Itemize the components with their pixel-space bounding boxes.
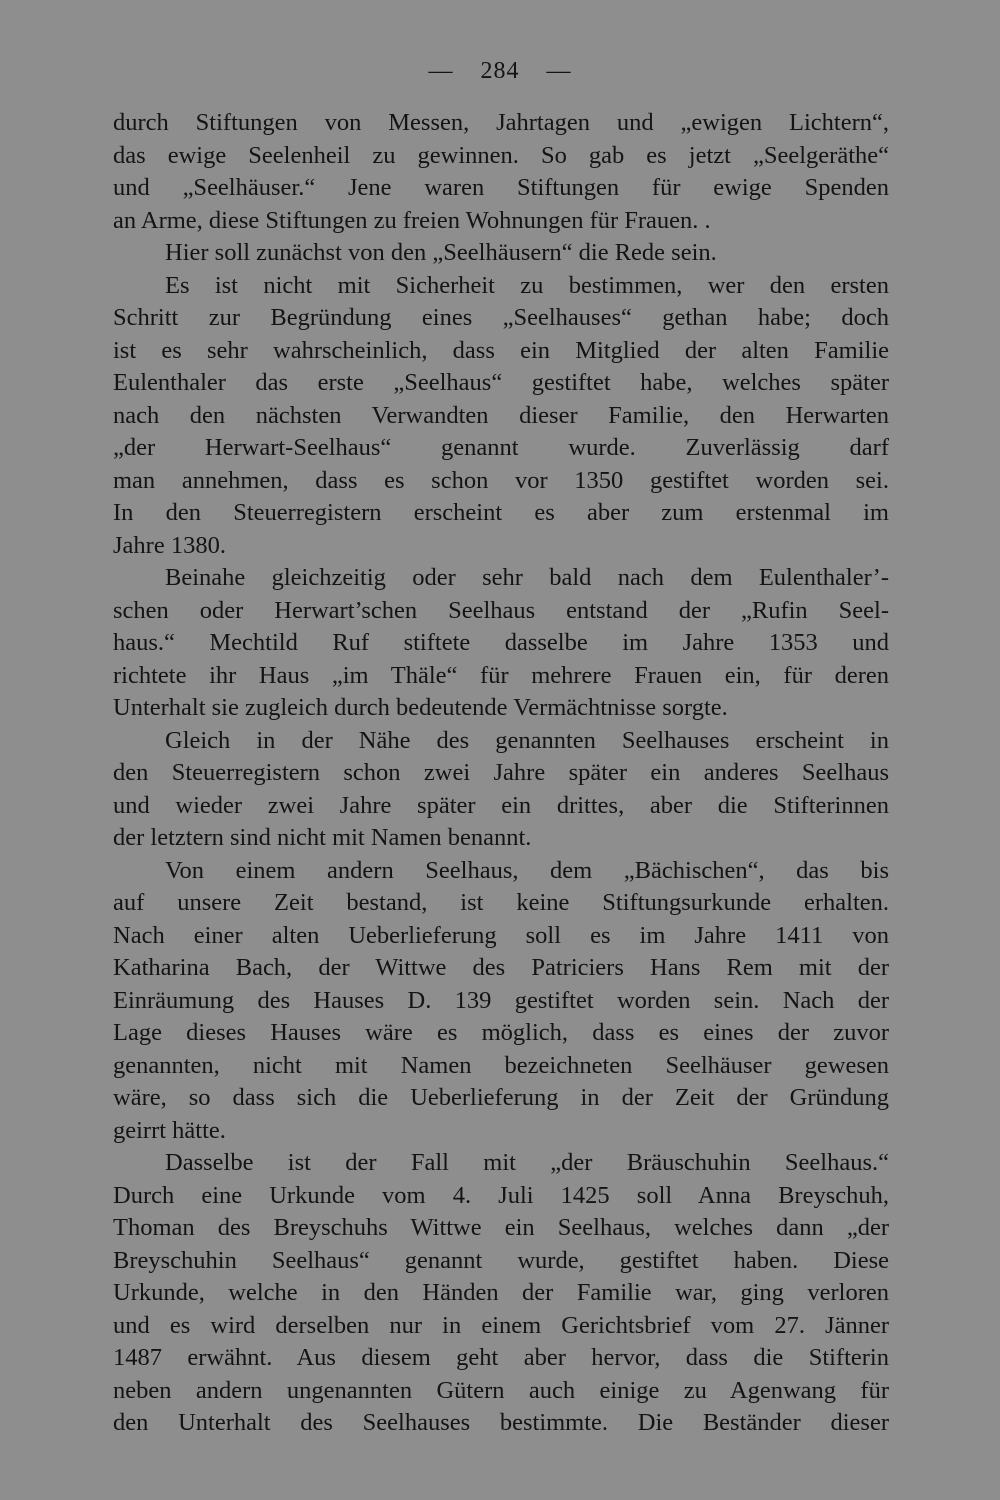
text-line: Schritt zur Begründung eines „Seelhauses“ gethan habe; doch xyxy=(113,304,889,331)
text-line: der letztern sind nicht mit Namen benannt. xyxy=(113,824,532,851)
text-line: „der Herwart-Seelhaus“ genannt wurde. Zuverlässig darf xyxy=(113,434,889,461)
text-line: Jahre 1380. xyxy=(113,531,226,559)
text-line: Unterhalt sie zugleich durch bedeutende Vermächtnisse sorgte. xyxy=(113,694,728,721)
text-line: Katharina Bach, der Wittwe des Patriciers Hans Rem mit der xyxy=(113,954,889,981)
text-line: durch Stiftungen von Messen, Jahrtagen und „ewigen Lichtern“, xyxy=(113,109,889,136)
text-line: 1487 erwähnt. Aus diesem geht aber hervor, dass die Stifterin xyxy=(113,1344,889,1371)
text-line: man annehmen, dass es schon vor 1350 gestiftet worden sei. xyxy=(113,466,889,494)
text-line: und wieder zwei Jahre später ein drittes, aber die Stifterinnen xyxy=(113,791,889,819)
text-line: nach den nächsten Verwandten dieser Familie, den Herwarten xyxy=(113,401,889,429)
text-line: Einräumung des Hauses D. 139 gestiftet worden sein. Nach der xyxy=(113,986,889,1014)
text-line: ist es sehr wahrscheinlich, dass ein Mitglied der alten Familie xyxy=(113,336,889,364)
paragraph-2 xyxy=(113,237,889,270)
header-dash-left: — xyxy=(428,58,454,84)
page-number: 284 xyxy=(480,58,520,84)
text-line: den Steuerregistern schon zwei Jahre später ein anderes Seelhaus xyxy=(113,759,889,786)
text-line: das ewige Seelenheil zu gewinnen. So gab es jetzt „Seelgeräthe“ xyxy=(113,141,889,169)
text-line: Thoman des Breyschuhs Wittwe ein Seelhaus, welches dann „der xyxy=(113,1214,889,1241)
paragraph-3 xyxy=(113,270,889,563)
text-line: genannten, nicht mit Namen bezeichneten Seelhäuser gewesen xyxy=(113,1051,889,1079)
text-line: Nach einer alten Ueberlieferung soll es im Jahre 1411 von xyxy=(113,921,889,949)
text-line: Durch eine Urkunde vom 4. Juli 1425 soll Anna Breyschuh, xyxy=(113,1181,889,1209)
text-line: Dasselbe ist der Fall mit „der Bräuschuhin Seelhaus.“ xyxy=(165,1149,889,1176)
text-line: geirrt hätte. xyxy=(113,1116,226,1144)
text-line: Urkunde, welche in den Händen der Familie war, ging verloren xyxy=(113,1279,889,1306)
text-line: Eulenthaler das erste „Seelhaus“ gestiftet habe, welches später xyxy=(113,369,889,396)
text-line: an Arme, diese Stiftungen zu freien Wohnungen für Frauen. . xyxy=(113,206,711,234)
text-line: auf unsere Zeit bestand, ist keine Stiftungsurkunde erhalten. xyxy=(113,889,889,916)
text-line: und es wird derselben nur in einem Gerichtsbrief vom 27. Jänner xyxy=(113,1311,889,1339)
text-line: Von einem andern Seelhaus, dem „Bächischen“, das bis xyxy=(165,856,889,884)
paragraph-4 xyxy=(113,562,889,725)
text-line: Gleich in der Nähe des genannten Seelhauses erscheint in xyxy=(165,726,889,754)
text-line: In den Steuerregistern erscheint es aber zum erstenmal im xyxy=(113,499,889,526)
paragraph-5 xyxy=(113,725,889,855)
text-line: wäre, so dass sich die Ueberlieferung in der Zeit der Gründung xyxy=(113,1084,889,1111)
text-line: haus.“ Mechtild Ruf stiftete dasselbe im Jahre 1353 und xyxy=(113,629,889,656)
text-line: Beinahe gleichzeitig oder sehr bald nach dem Eulenthaler’- xyxy=(165,564,889,591)
header-dash-right: — xyxy=(546,58,572,84)
paragraph-1 xyxy=(113,107,889,237)
text-line: Hier soll zunächst von den „Seelhäusern“ die Rede sein. xyxy=(165,239,717,266)
text-line: Breyschuhin Seelhaus“ genannt wurde, gestiftet haben. Diese xyxy=(113,1246,889,1274)
text-body xyxy=(113,107,889,1440)
text-line: richtete ihr Haus „im Thäle“ für mehrere Frauen ein, für deren xyxy=(113,661,889,689)
text-line: neben andern ungenannten Gütern auch einige zu Agenwang für xyxy=(113,1376,889,1404)
page-header xyxy=(0,58,1000,85)
text-line: Lage dieses Hauses wäre es möglich, dass es eines der zuvor xyxy=(113,1019,889,1046)
text-line: Es ist nicht mit Sicherheit zu bestimmen, wer den ersten xyxy=(165,271,889,299)
text-line: den Unterhalt des Seelhauses bestimmte. Die Beständer dieser xyxy=(113,1409,889,1436)
paragraph-7 xyxy=(113,1147,889,1440)
text-line: und „Seelhäuser.“ Jene waren Stiftungen für ewige Spenden xyxy=(113,174,889,201)
paragraph-6 xyxy=(113,855,889,1148)
text-line: schen oder Herwart’schen Seelhaus entstand der „Rufin Seel- xyxy=(113,596,889,624)
